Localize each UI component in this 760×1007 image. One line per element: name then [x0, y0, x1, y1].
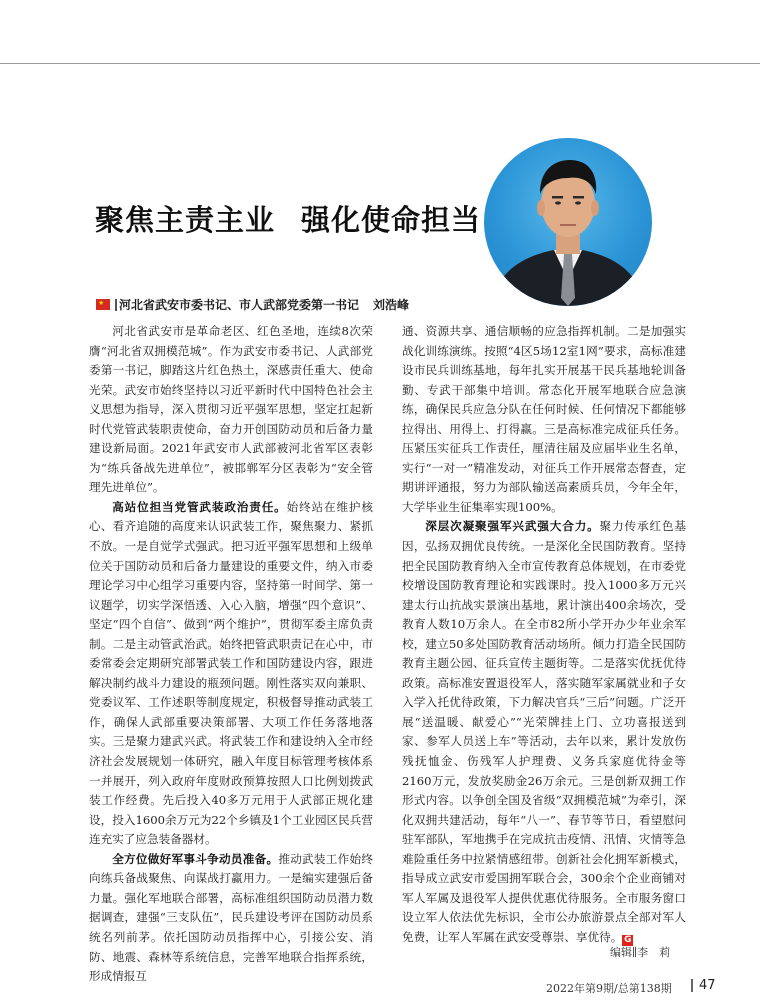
title-part-2: 强化使命担当	[301, 203, 482, 237]
byline-separator	[115, 299, 117, 311]
end-mark-icon: G	[624, 934, 632, 945]
author-portrait	[484, 138, 652, 306]
portrait-illustration	[484, 138, 652, 306]
left-column	[89, 322, 373, 987]
section-body: 聚力传承红色基因，弘扬双拥优良传统。一是深化全民国防教育。坚持把全民国防教育纳入全市宣传教育总体规划，在市委党校增设国防教育理论和实践课时。投入1000多万元兴建太行山抗战实景演出基地，累计演出400余场次，受教育人数10万余人。在全市82所小学开办少年业余军校，建立50多处国防教育活动场所。倾力打造全民国防教育主题公园、征兵宣传主题街等。二是落实优抚优待政策。高标准安置退役军人，落实随军家属就业和子女入学入托优待政策，下力解决官兵“三后”问题。广泛开展“送温暖、献爱心”“光荣牌挂上门、立功喜报送到家、参军人员送上车”等活动，去年以来，累计发放伤残抚恤金、伤残军人护理费、义务兵家庭优待金等2160万元，发放奖励金26万余元。三是创新双拥工作形式内容。以争创全国及省级“双拥模范城”为牵引，深化双拥共建活动，每年“八一”、春节等节日，看望慰问驻军部队，军地携手在完成抗击疫情、汛情、灾情等急难险重任务中拉紧情感纽带。创新社会化拥军新模式，指导成立武安市爱国拥军联合会，300余个企业商铺对军人军属及退役军人提供优惠优待服务。全市服务窗口设立军人依法优先标识，全市公办旅游景点全部对军人免费，让军人军属在武安受尊崇、享优待。	[402, 519, 686, 944]
paragraph-intro: 河北省武安市是革命老区、红色圣地，连续8次荣膺“河北省双拥模范城”。作为武安市委书记、人武部党委第一书记，脚踏这片红色热土，深感责任重大、使命光荣。武安市始终坚持以习近平新时代中国特色社会主义思想为指导，深入贯彻习近平强军思想，坚定扛起新时代党管武装职责使命，奋力开创国防动员和后备力量建设新局面。2021年武安市人武部被河北省军区表彰为“练兵备战先进单位”，被邯郸军分区表彰为“安全管理先进单位”。	[89, 324, 373, 495]
section-body: 推动武装工作始终向练兵备战聚焦、向谋战打赢用力。一是编实建强后备力量。强化军地联合部署，高标准组织国防动员潜力数据调查，建强“三支队伍”，民兵建设考评在国防动员系统名列前茅。依托国防动员指挥中心，引接公安、消防、地震、森林等系统信息，完善军地联合指挥系统，形成情报互	[89, 851, 373, 984]
section-body: 始终站在维护核心、看齐追随的高度来认识武装工作，聚焦聚力、紧抓不放。一是自觉学式强武。把习近平强军思想和上级单位关于国防动员和后备力量建设的重要文件，纳入市委理论学习中心组学习重要内容，坚持第一时间学、第一议题学，切实学深悟透、入心入脑，增强“四个意识”、坚定“四个自信”、做到“两个维护”，贯彻军委主席负责制。二是主动管武治武。始终把管武职责记在心中，市委常委会定期研究部署武装工作和国防建设内容，跟进解决制约战斗力建设的瓶颈问题。刚性落实双向兼职、党委议军、工作述职等制度规定，积极督导推动武装工作，确保人武部重要决策部署、大项工作任务落地落实。三是聚力建武兴武。将武装工作和建设纳入全市经济社会发展规划一体研究，融入年度目标管理考核体系一并展开，列入政府年度财政预算按照人口比例划拨武装工作经费。先后投入40多万元用于人武部正规化建设，投入1600余万元为22个乡镇及1个工业园区民兵营连充实了应急装备器材。	[89, 499, 373, 847]
title-part-1: 聚焦主责主业	[95, 203, 276, 237]
section-heading: 高站位担当党管武装政治责任。	[112, 499, 287, 514]
author-name: 刘浩峰	[373, 298, 410, 312]
paragraph-section-2	[89, 850, 373, 987]
byline	[96, 296, 409, 313]
right-column	[402, 322, 686, 948]
paragraph-continued: 通、资源共享、通信顺畅的应急指挥机制。二是加强实战化训练演练。按照“4区5场12室1网”要求，高标准建设市民兵训练基地，每年扎实开展基干民兵基地轮训备勤、专武干部集中培训。常态化开展军地联合应急演练，确保民兵应急分队在任何时候、任何情况下都能够拉得出、用得上、打得赢。三是高标准完成征兵任务。压紧压实征兵工作责任，厘清往届及应届毕业生名单，实行“一对一”精准发动，对征兵工作开展常态督查，定期讲评通报，努力为部队输送高素质兵员，今年全年，大学毕业生征集率实现100%。	[402, 324, 686, 514]
page-number: 47	[699, 978, 716, 993]
header-rule	[0, 63, 760, 64]
author-position: 河北省武安市委书记、市人武部党委第一书记	[119, 298, 360, 312]
article-title	[95, 198, 481, 239]
page-number-separator	[691, 979, 693, 992]
paragraph-section-3	[402, 517, 686, 947]
paragraph-section-1	[89, 498, 373, 850]
editor-credit: 编辑∥李 莉	[610, 946, 671, 959]
section-heading: 全方位做好军事斗争动员准备。	[112, 851, 279, 866]
section-heading: 深层次凝聚强军兴武强大合力。	[425, 519, 600, 534]
china-flag-icon	[96, 299, 110, 310]
issue-info: 2022年第9期/总第138期	[546, 982, 672, 995]
